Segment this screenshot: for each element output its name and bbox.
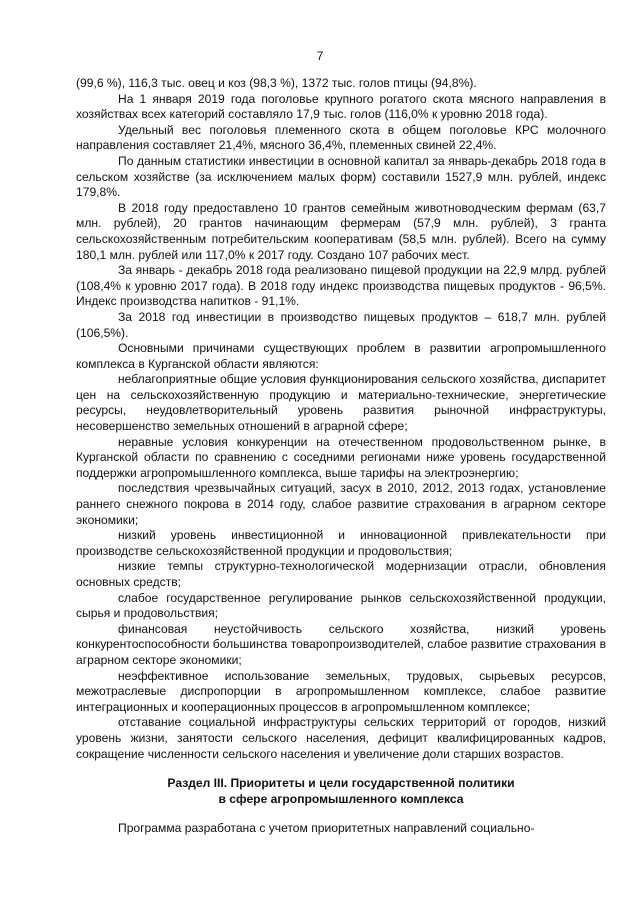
paragraph: Программа разработана с учетом приоритетных направлений социально-: [118, 821, 535, 836]
list-item: слабое государственное регулирование рынков сельскохозяйственной продукции, сырья и продовольствия;: [76, 590, 606, 621]
section-title-line: в сфере агропромышленного комплекса: [218, 791, 464, 806]
paragraph: По данным статистики инвестиции в основной капитал за январь-декабрь 2018 года в сельском хозяйстве (за исключением малых форм) составили 1527,9 млн. рублей, индекс 179,8%.: [76, 153, 606, 200]
list-item: неблагоприятные общие условия функционирования сельского хозяйства, диспаритет цен на сельскохозяйственную продукцию и материально-технические, энергетические ресурсы, неудовлетворительный уровень развития рыночной инфраструктуры, несовершенство земельных отношений в аграрной сфере;: [76, 372, 606, 434]
list-item: низкий уровень инвестиционной и инновационной привлекательности при производстве сельскохозяйственной продукции и продовольствия;: [76, 528, 606, 558]
paragraph: За 2018 год инвестиции в производство пищевых продуктов – 618,7 млн. рублей (106,5%).: [76, 309, 606, 340]
list-item: неэффективное использование земельных, трудовых, сырьевых ресурсов, межотраслевые диспропорции в агропромышленном комплексе, слабое развитие интеграционных и кооперационных процессов в агропромышленном комплексе;: [76, 668, 606, 714]
list-item: неравные условия конкуренции на отечественном продовольственном рынке, в Курганской области по сравнению с соседними регионами ниже уровень государственной поддержки агропромышленного комплекса, выше тарифы на электроэнергию;: [76, 434, 606, 480]
paragraph: В 2018 году предоставлено 10 грантов семейным животноводческим фермам (63,7 млн. рублей), 20 грантов начинающим фермерам (57,9 млн. рублей), 3 гранта сельскохозяйственным потребительским кооперативам (58,5 млн. рублей). Всего на сумму 180,1 млн. рублей или 117,0% к 2017 году. Создано 107 рабочих мест.: [76, 200, 606, 262]
list-item: низкие темпы структурно-технологической модернизации отрасли, обновления основных средств;: [76, 559, 606, 589]
paragraph: (99,6 %), 116,3 тыс. овец и коз (98,3 %), 1372 тыс. голов птицы (94,8%).: [76, 76, 477, 90]
list-item: последствия чрезвычайных ситуаций, засух в 2010, 2012, 2013 годах, установление раннего снежного покрова в 2014 году, слабое развитие страхования в аграрном секторе экономики;: [76, 481, 606, 527]
paragraph: Удельный вес поголовья племенного скота в общем поголовье КРС молочного направления составляет 21,4%, мясного 36,4%, племенных свиней 22,4%.: [76, 122, 606, 153]
section-heading: [76, 776, 606, 807]
list-item: отставание социальной инфраструктуры сельских территорий от городов, низкий уровень жизни, занятости сельского населения, дефицит квалифицированных кадров, сокращение численности сельского населения и увеличение доли старших возрастов.: [76, 715, 606, 761]
paragraph: За январь - декабрь 2018 года реализовано пищевой продукции на 22,9 млрд. рублей (108,4% к уровню 2017 года). В 2018 году индекс производства пищевых продуктов - 96,5%. Индекс производства напитков - 91,1%.: [76, 263, 606, 309]
document-body: [76, 76, 606, 837]
paragraph: Основными причинами существующих проблем в развитии агропромышленного комплекса в Курганской области являются:: [76, 341, 606, 371]
section-title-line: Раздел III. Приоритеты и цели государственной политики: [167, 776, 515, 791]
page-number: 7: [316, 49, 324, 63]
list-item: финансовая неустойчивость сельского хозяйства, низкий уровень конкурентоспособности большинства товаропроизводителей, слабое развитие страхования в аграрном секторе экономики;: [76, 621, 606, 667]
paragraph: На 1 января 2019 года поголовье крупного рогатого скота мясного направления в хозяйствах всех категорий составляло 17,9 тыс. голов (116,0% к уровню 2018 года).: [76, 91, 606, 122]
